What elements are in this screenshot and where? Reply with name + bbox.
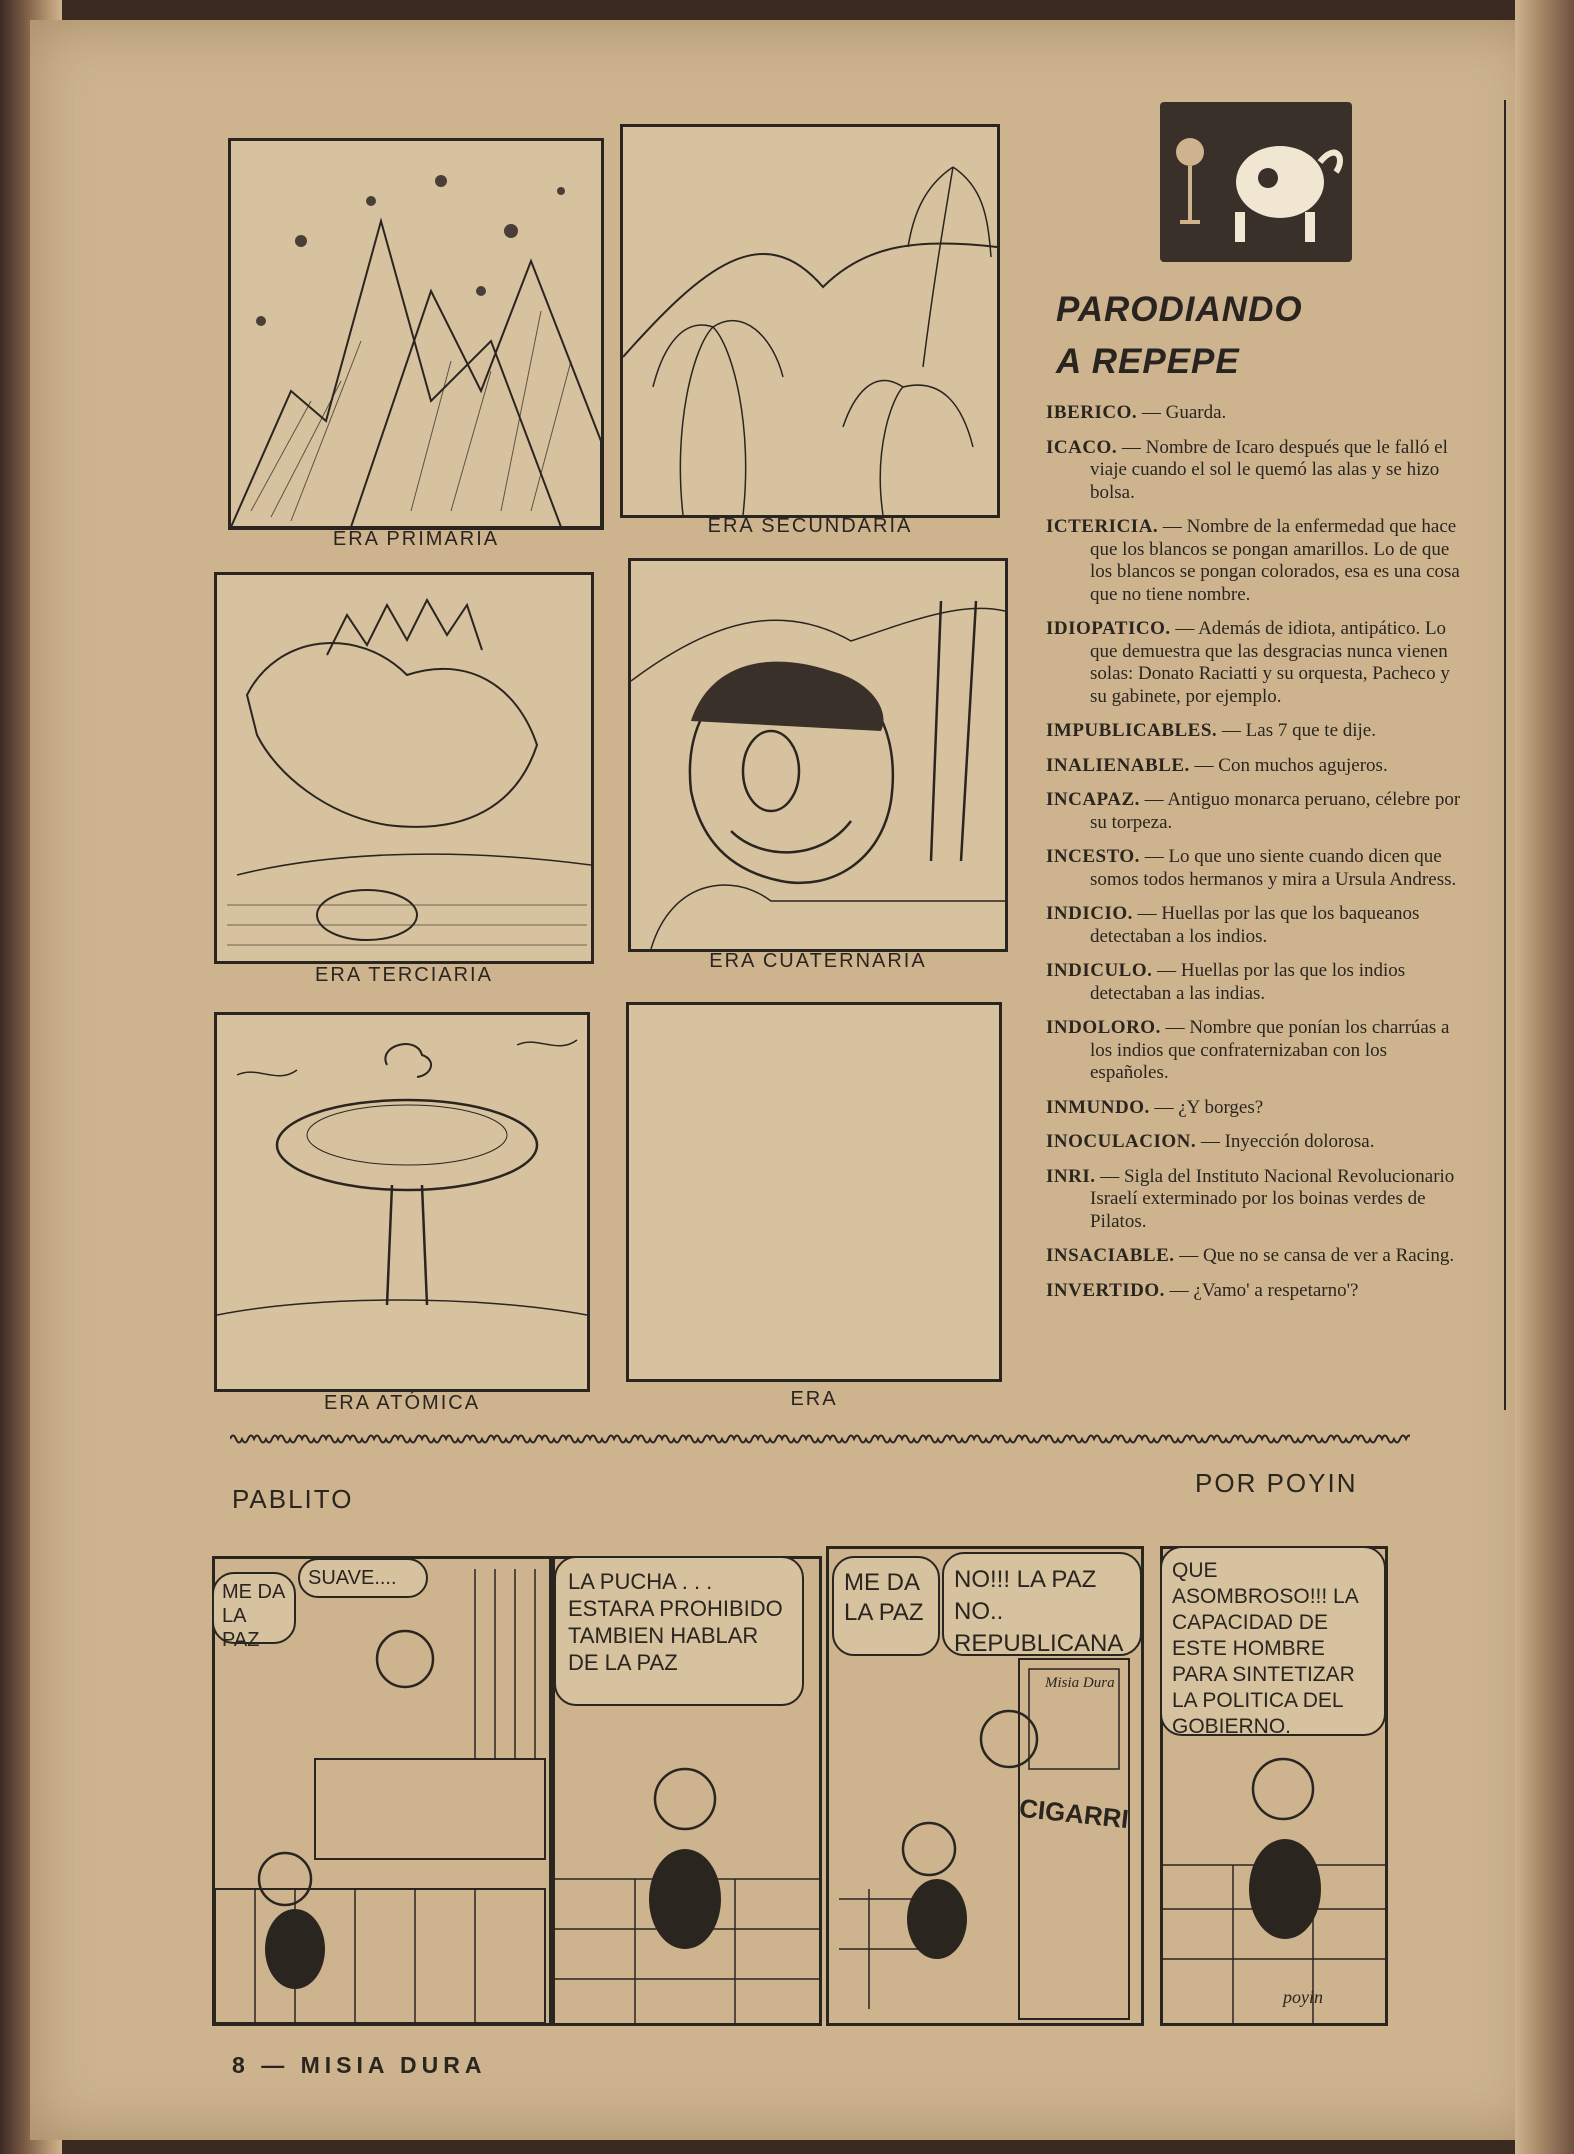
dictionary-entry — [1046, 1280, 1466, 1303]
jungle-illustration — [623, 127, 997, 515]
entry-definition: — Sigla del Instituto Nacional Revolucionario Israelí exterminado por los boinas verdes de Pilatos. — [1090, 1165, 1455, 1232]
dictionary-entry — [1046, 516, 1466, 606]
entry-term: INRI. — [1046, 1165, 1096, 1187]
entry-term: IMPUBLICABLES. — [1046, 720, 1218, 741]
era-panel-cuaternaria — [628, 558, 1008, 952]
dictionary-entry — [1046, 903, 1466, 948]
entry-term: INMUNDO. — [1046, 1096, 1150, 1118]
entry-term: INDICIO. — [1046, 903, 1133, 924]
column-title-line2: A REPEPE — [1056, 342, 1240, 381]
thought-bubble-6: QUE ASOMBROSO!!! LA CAPACIDAD DE ESTE HOMBRE PARA SINTETIZAR LA POLITICA DEL GOBIERNO. — [1160, 1546, 1386, 1736]
section-logo-dog-icon — [1160, 102, 1352, 262]
thought-bubble-3: LA PUCHA . . . ESTARA PROHIBIDO TAMBIEN HABLAR DE LA PAZ — [554, 1556, 804, 1706]
dictionary-entry — [1046, 960, 1466, 1005]
era-panel-primaria — [228, 138, 604, 530]
era-caption-blank: ERA — [790, 1388, 838, 1410]
entry-definition: — ¿Vamo' a respetarno'? — [1169, 1279, 1359, 1301]
entry-term: INCAPAZ. — [1046, 789, 1140, 810]
entry-definition: — Inyección dolorosa. — [1200, 1131, 1375, 1152]
era-caption-atomica: ERA ATÓMICA — [323, 1392, 481, 1414]
entry-term: ICTERICIA. — [1046, 516, 1159, 537]
column-rule — [1504, 100, 1506, 1410]
entry-definition: — Con muchos agujeros. — [1194, 754, 1388, 776]
dictionary-entry — [1046, 1245, 1466, 1268]
speech-bubble-1: ME DA LA PAZ — [212, 1572, 296, 1644]
entry-definition: — Antiguo monarca peruano, célebre por su torpeza. — [1090, 789, 1461, 833]
publication-name: MISIA DURA — [300, 2052, 487, 2078]
entry-term: IDIOPATICO. — [1046, 618, 1171, 639]
dictionary-entry — [1046, 720, 1466, 743]
entry-term: INVERTIDO. — [1046, 1279, 1165, 1301]
dictionary-entry — [1046, 402, 1466, 425]
footer-dash: — — [261, 2052, 301, 2078]
dictionary-entry — [1046, 1131, 1466, 1154]
dictionary-entry — [1046, 1097, 1466, 1120]
entry-definition: — Que no se cansa de ver a Racing. — [1179, 1245, 1455, 1266]
speech-bubble-2: SUAVE.... — [298, 1558, 428, 1598]
entry-definition: — Nombre de Icaro después que le falló el viaje cuando el sol le quemó las alas y se hizo bolsa. — [1090, 436, 1448, 503]
entry-term: INSACIABLE. — [1046, 1245, 1175, 1266]
next-page-edge — [1515, 0, 1574, 2154]
dictionary-entries — [1046, 402, 1466, 1314]
dictionary-entry — [1046, 618, 1466, 708]
entry-definition: — Nombre que ponían los charrúas a los indios que confraternizaban con los españoles. — [1090, 1017, 1450, 1083]
era-panel-atomica — [214, 1012, 590, 1392]
speech-bubble-5: NO!!! LA PAZ NO.. REPUBLICANA — [942, 1552, 1142, 1656]
entry-definition: — Lo que uno siente cuando dicen que somos todos hermanos y mira a Ursula Andress. — [1090, 846, 1457, 890]
entry-definition: — Huellas por las que los indios detectaban a las indias. — [1090, 960, 1406, 1004]
caveman-illustration — [631, 561, 1005, 949]
entry-term: INCESTO. — [1046, 846, 1140, 867]
column-title-line1: PARODIANDO — [1056, 290, 1303, 329]
era-caption-secundaria: ERA SECUNDARIA — [707, 515, 913, 537]
dictionary-entry — [1046, 1166, 1466, 1234]
entry-definition: — Huellas por las que los baqueanos detectaban a los indios. — [1090, 903, 1420, 947]
page-number: 8 — [232, 2052, 250, 2078]
wavy-divider — [230, 1432, 1410, 1446]
entry-definition: — Nombre de la enfermedad que hace que los blancos se pongan amarillos. Lo de que los blancos se pongan colorados, esa es una cosa que no tiene nombre. — [1090, 516, 1460, 605]
dictionary-entry — [1046, 437, 1466, 505]
dictionary-entry — [1046, 789, 1466, 834]
era-panel-terciaria — [214, 572, 594, 964]
entry-term: INALIENABLE. — [1046, 754, 1190, 776]
mushroom-cloud-illustration — [217, 1015, 587, 1389]
entry-term: ICACO. — [1046, 436, 1118, 458]
volcano-illustration — [231, 141, 601, 527]
artist-signature: poyin — [1283, 1987, 1323, 2007]
dictionary-entry — [1046, 1017, 1466, 1085]
entry-term: INDOLORO. — [1046, 1017, 1161, 1038]
magazine-cover-label: Misia Dura — [1045, 1675, 1115, 1691]
strip-title: PABLITO — [232, 1484, 354, 1514]
era-panel-secundaria — [620, 124, 1000, 518]
shop-sign: CIGARRI — [1017, 1792, 1131, 1835]
entry-definition: — Además de idiota, antipático. Lo que demuestra que las desgracias nunca vienen solas: Donato Raciatti y su orquesta, Pacheco y su gabinete, por ejemplo. — [1090, 618, 1450, 707]
dictionary-entry — [1046, 846, 1466, 891]
speech-bubble-4: ME DA LA PAZ — [832, 1556, 940, 1656]
era-caption-cuaternaria: ERA CUATERNARIA — [709, 950, 927, 972]
entry-definition: — Las 7 que te dije. — [1221, 720, 1376, 741]
dinosaur-illustration — [217, 575, 591, 961]
era-caption-terciaria: ERA TERCIARIA — [315, 964, 493, 986]
page-footer — [232, 2052, 486, 2079]
entry-definition: — Guarda. — [1141, 402, 1227, 423]
era-panel-blank — [626, 1002, 1002, 1382]
entry-term: IBERICO. — [1046, 402, 1138, 423]
entry-term: INDICULO. — [1046, 960, 1153, 981]
strip-author: POR POYIN — [1195, 1468, 1358, 1498]
entry-definition: — ¿Y borges? — [1154, 1096, 1264, 1118]
era-caption-primaria: ERA PRIMARIA — [332, 528, 500, 550]
dictionary-entry — [1046, 755, 1466, 778]
entry-term: INOCULACION. — [1046, 1131, 1197, 1152]
